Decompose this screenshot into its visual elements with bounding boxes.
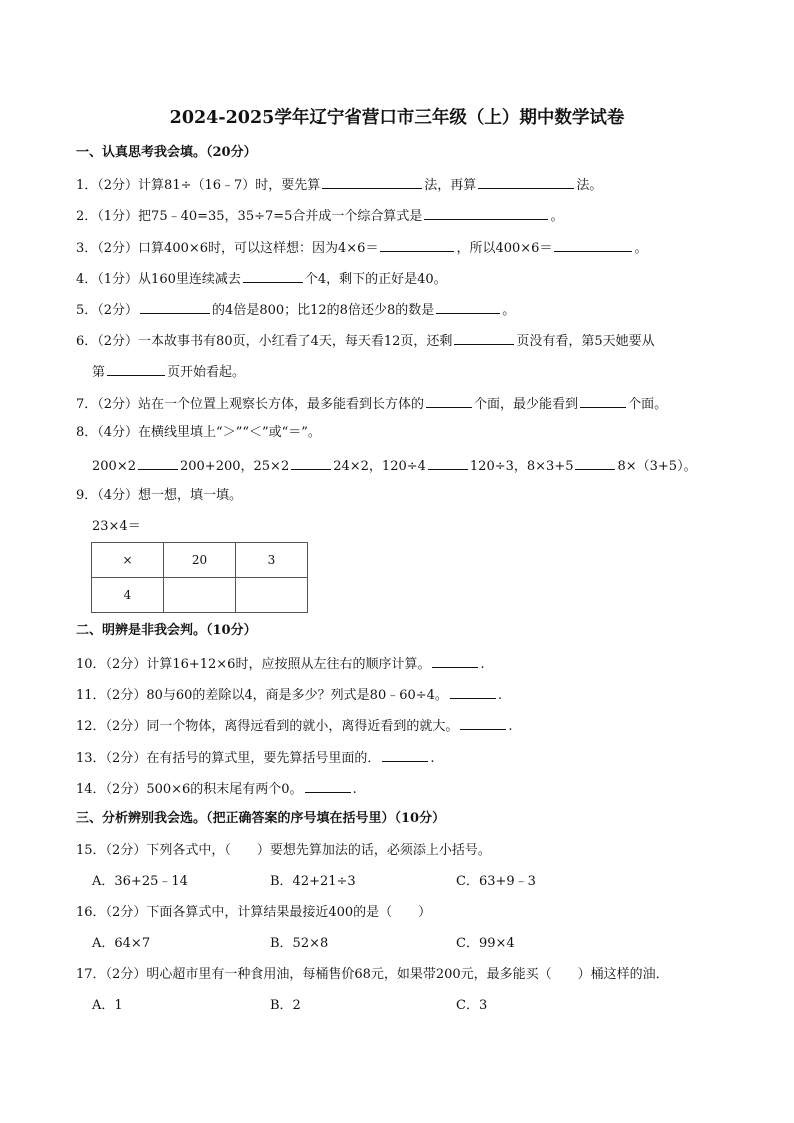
answer-blank[interactable] xyxy=(432,654,478,668)
question-12: 12．（2分）同一个物体，离得远看到的就小，离得近看到的就大。 . xyxy=(76,716,512,736)
answer-blank[interactable] xyxy=(322,175,422,189)
question-16-option-c[interactable]: C．99×4 xyxy=(456,936,515,951)
question-15-option-c[interactable]: C．63+9﹣3 xyxy=(456,874,536,889)
table-header-cell: 20 xyxy=(164,543,236,578)
question-16-option-a[interactable]: A．64×7 xyxy=(92,936,151,951)
exam-title: 2024-2025学年辽宁省营口市三年级（上）期中数学试卷 xyxy=(169,108,625,128)
question-10: 10．（2分）计算16+12×6时，应按照从左往右的顺序计算。 . xyxy=(76,654,485,674)
table-header-cell: 3 xyxy=(236,543,308,578)
question-15-option-a[interactable]: A．36+25﹣14 xyxy=(92,874,188,889)
question-17-option-a[interactable]: A．1 xyxy=(92,998,123,1013)
answer-blank[interactable] xyxy=(460,716,506,730)
answer-blank[interactable] xyxy=(305,779,351,793)
question-16-option-b[interactable]: B．52×8 xyxy=(270,936,329,951)
answer-blank[interactable] xyxy=(454,331,514,345)
answer-blank[interactable] xyxy=(575,456,615,470)
question-17-option-b[interactable]: B．2 xyxy=(270,998,301,1013)
answer-blank[interactable] xyxy=(138,456,178,470)
table-header-cell: × xyxy=(92,543,164,578)
question-13: 13．（2分）在有括号的算式里，要先算括号里面的． . xyxy=(76,748,434,768)
question-7: 7．（2分）站在一个位置上观察长方体，最多能看到长方体的 个面，最少能看到 个面。 xyxy=(76,394,667,414)
section-3-heading: 三、分析辨别我会选。（把正确答案的序号填在括号里）（10分） xyxy=(76,811,446,826)
table-row-header: 4 xyxy=(92,578,164,613)
answer-blank[interactable] xyxy=(478,175,574,189)
question-15-option-b[interactable]: B．42+21÷3 xyxy=(270,874,356,889)
question-15: 15．（2分）下列各式中，（ ）要想先算加法的话，必须添上小括号。 xyxy=(76,843,491,858)
question-3: 3．（2分）口算400×6时，可以这样想：因为4×6＝ ，所以400×6＝ 。 xyxy=(76,238,647,258)
answer-blank[interactable] xyxy=(107,362,165,376)
question-14: 14．（2分）500×6的积末尾有两个0。 . xyxy=(76,779,357,799)
answer-blank[interactable] xyxy=(450,685,496,699)
question-6-continued: 第 页开始看起。 xyxy=(92,362,245,382)
answer-blank[interactable] xyxy=(291,456,331,470)
question-6: 6．（2分）一本故事书有80页，小红看了4天，每天看12页，还剩 页没有看，第5天她要从 xyxy=(76,331,655,351)
answer-blank[interactable] xyxy=(424,206,548,220)
table-answer-cell[interactable] xyxy=(236,578,308,613)
question-17-option-c[interactable]: C．3 xyxy=(456,998,488,1013)
section-1-heading: 一、认真思考我会填。（20分） xyxy=(76,145,257,160)
question-17: 17．（2分）明心超市里有一种食用油，每桶售价68元，如果带200元，最多能买（ ）桶这样的油． xyxy=(76,967,669,982)
question-9: 9．（4分）想一想，填一填。 xyxy=(76,488,243,503)
table-answer-cell[interactable] xyxy=(164,578,236,613)
question-2: 2．（1分）把75﹣40=35，35÷7=5合并成一个综合算式是 。 xyxy=(76,206,563,226)
answer-blank[interactable] xyxy=(140,300,210,314)
question-8-expressions: 200×2 200+200，25×2 24×2，120÷4 120÷3，8×3+5 8×（3+5）。 xyxy=(92,456,697,476)
question-5: 5．（2分） 的4倍是800；比12的8倍还少8的数是 。 xyxy=(76,300,515,320)
answer-blank[interactable] xyxy=(554,238,632,252)
answer-blank[interactable] xyxy=(382,748,428,762)
question-16: 16．（2分）下面各算式中，计算结果最接近400的是（ ） xyxy=(76,905,432,920)
question-1: 1．（2分）计算81÷（16﹣7）时，要先算 法，再算 法。 xyxy=(76,175,602,195)
answer-blank[interactable] xyxy=(436,300,500,314)
answer-blank[interactable] xyxy=(580,394,626,408)
question-9-expression: 23×4＝ xyxy=(92,519,141,534)
multiplication-table xyxy=(91,542,308,613)
answer-blank[interactable] xyxy=(426,394,472,408)
answer-blank[interactable] xyxy=(243,269,303,283)
section-2-heading: 二、明辨是非我会判。（10分） xyxy=(76,623,257,638)
question-11: 11．（2分）80与60的差除以4，商是多少？列式是80﹣60÷4。 . xyxy=(76,685,502,705)
question-8: 8．（4分）在横线里填上“＞”“＜”或“＝”。 xyxy=(76,425,321,440)
answer-blank[interactable] xyxy=(428,456,468,470)
question-4: 4．（1分）从160里连续减去 个4，剩下的正好是40。 xyxy=(76,269,447,289)
answer-blank[interactable] xyxy=(380,238,454,252)
